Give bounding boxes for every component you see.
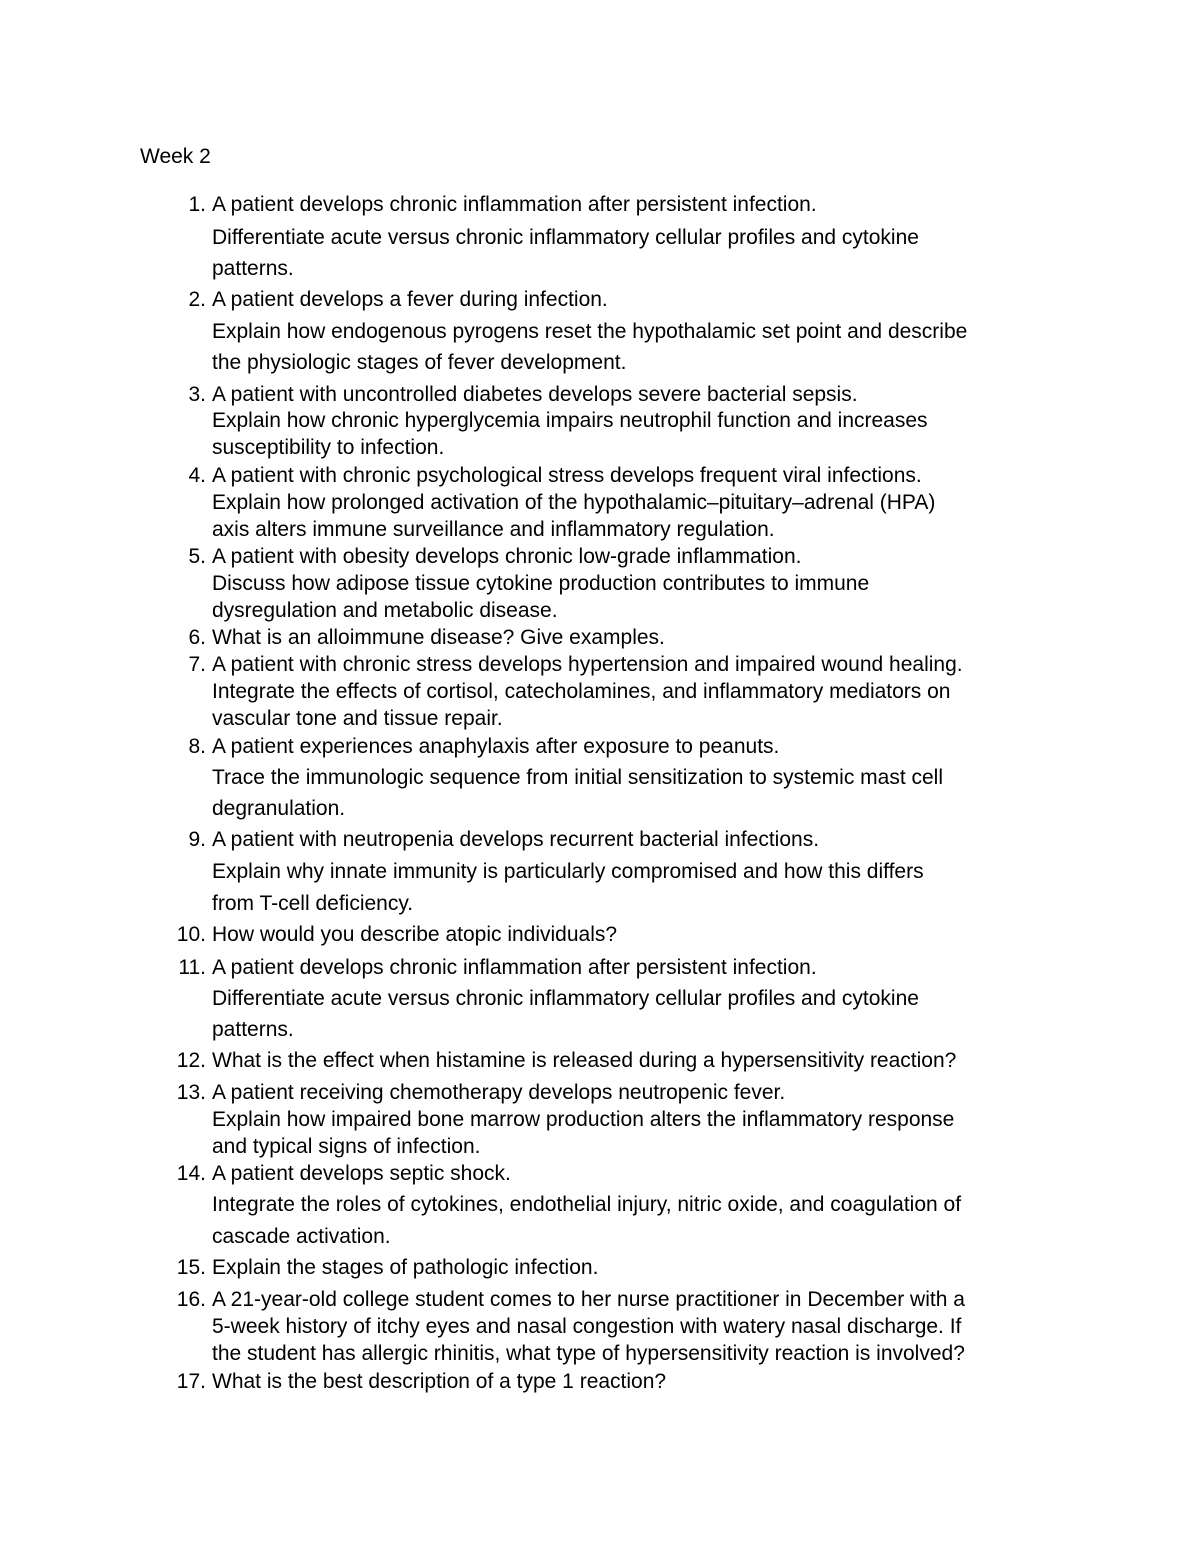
question-prompt: A patient experiences anaphylaxis after exposure to peanuts. — [212, 735, 780, 758]
question-prompt: A patient with uncontrolled diabetes develops severe bacterial sepsis. — [212, 383, 858, 406]
question-prompt: A patient develops chronic inflammation after persistent infection. — [212, 193, 817, 216]
question-number: 14. — [176, 1162, 206, 1185]
question-number: 7. — [188, 653, 206, 676]
question-prompt: What is the best description of a type 1 reaction? — [212, 1370, 667, 1393]
question-text-line: from T-cell deficiency. — [212, 892, 414, 915]
question-text-line: Explain how endogenous pyrogens reset the hypothalamic set point and describe — [212, 320, 968, 343]
question-number: 13. — [176, 1081, 206, 1104]
question-text-line: axis alters immune surveillance and inflammatory regulation. — [212, 518, 775, 541]
question-text-line: Explain how chronic hyperglycemia impairs neutrophil function and increases — [212, 409, 928, 432]
question-prompt: What is an alloimmune disease? Give examples. — [212, 626, 665, 649]
question-number: 12. — [176, 1049, 206, 1072]
question-number: 2. — [188, 288, 206, 311]
question-prompt: A patient develops chronic inflammation after persistent infection. — [212, 956, 817, 979]
question-number: 8. — [188, 735, 206, 758]
page-title: Week 2 — [140, 145, 211, 168]
question-text-line: patterns. — [212, 257, 294, 280]
question-number: 6. — [188, 626, 206, 649]
question-text-line: the student has allergic rhinitis, what type of hypersensitivity reaction is involved? — [212, 1342, 965, 1365]
question-number: 3. — [188, 383, 206, 406]
question-text-line: Explain how impaired bone marrow production alters the inflammatory response — [212, 1108, 955, 1131]
question-prompt: A patient receiving chemotherapy develops neutropenic fever. — [212, 1081, 786, 1104]
question-prompt: A patient with chronic psychological stress develops frequent viral infections. — [212, 464, 922, 487]
question-text-line: cascade activation. — [212, 1225, 391, 1248]
question-number: 4. — [188, 464, 206, 487]
question-text-line: vascular tone and tissue repair. — [212, 707, 503, 730]
question-text-line: Differentiate acute versus chronic inflammatory cellular profiles and cytokine — [212, 226, 919, 249]
question-prompt: Explain the stages of pathologic infection. — [212, 1256, 599, 1279]
question-number: 1. — [188, 193, 206, 216]
question-text-line: Explain how prolonged activation of the hypothalamic–pituitary–adrenal (HPA) — [212, 491, 936, 514]
question-text-line: Explain why innate immunity is particularly compromised and how this differs — [212, 860, 924, 883]
question-text-line: Differentiate acute versus chronic inflammatory cellular profiles and cytokine — [212, 987, 919, 1010]
question-text-line: and typical signs of infection. — [212, 1135, 481, 1158]
question-number: 17. — [176, 1370, 206, 1393]
question-text-line: Integrate the effects of cortisol, catecholamines, and inflammatory mediators on — [212, 680, 951, 703]
question-prompt: What is the effect when histamine is released during a hypersensitivity reaction? — [212, 1049, 957, 1072]
question-text-line: the physiologic stages of fever development. — [212, 351, 627, 374]
question-text-line: Discuss how adipose tissue cytokine production contributes to immune — [212, 572, 870, 595]
question-prompt: A patient develops septic shock. — [212, 1162, 511, 1185]
question-prompt: A patient with chronic stress develops hypertension and impaired wound healing. — [212, 653, 963, 676]
question-text-line: degranulation. — [212, 797, 346, 820]
question-prompt: A patient with obesity develops chronic low-grade inflammation. — [212, 545, 802, 568]
question-number: 15. — [176, 1256, 206, 1279]
question-number: 9. — [188, 828, 206, 851]
question-number: 10. — [176, 923, 206, 946]
question-prompt: A patient with neutropenia develops recurrent bacterial infections. — [212, 828, 820, 851]
question-text-line: Integrate the roles of cytokines, endothelial injury, nitric oxide, and coagulation of — [212, 1193, 962, 1216]
question-prompt: A patient develops a fever during infection. — [212, 288, 608, 311]
question-text-line: dysregulation and metabolic disease. — [212, 599, 558, 622]
question-text-line: 5-week history of itchy eyes and nasal congestion with watery nasal discharge. If — [212, 1315, 962, 1338]
question-text-line: Trace the immunologic sequence from initial sensitization to systemic mast cell — [212, 766, 944, 789]
question-number: 16. — [176, 1288, 206, 1311]
question-text-line: susceptibility to infection. — [212, 436, 445, 459]
question-text-line: patterns. — [212, 1018, 294, 1041]
question-prompt: A 21-year-old college student comes to her nurse practitioner in December with a — [212, 1288, 965, 1311]
question-number: 11. — [178, 956, 206, 979]
question-prompt: How would you describe atopic individuals? — [212, 923, 618, 946]
question-number: 5. — [188, 545, 206, 568]
